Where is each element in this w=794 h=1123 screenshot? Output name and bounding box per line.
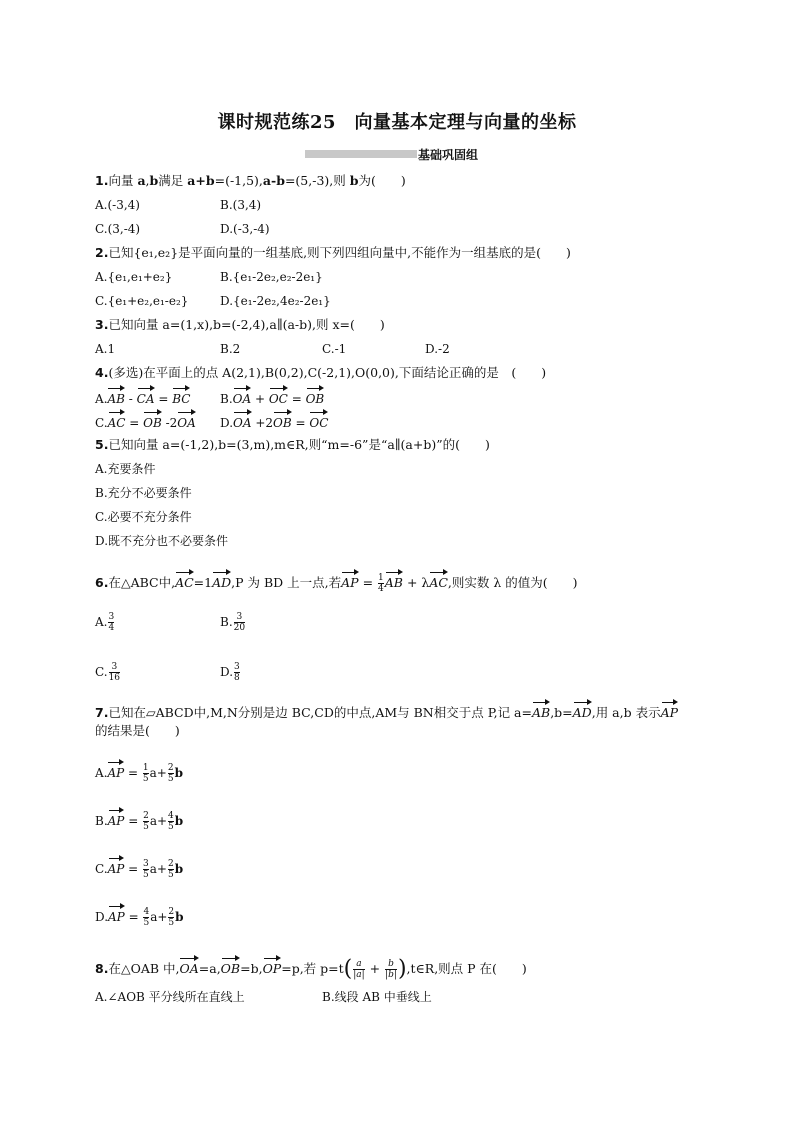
question-7-line2: 的结果是( ) [95,723,180,738]
section-label: 基础巩固组 [418,148,479,162]
q4-option-d: D.OA +2OB = OC [220,410,328,432]
q2-option-d: D.{e₁-2e₂,4e₂-2e₁} [220,294,331,308]
q1-option-d: D.(-3,-4) [220,222,270,236]
q2-option-b: B.{e₁-2e₂,e₂-2e₁} [220,270,323,284]
question-7: 7.已知在▱ABCD中,M,N分别是边 BC,CD的中点,AM与 BN相交于点 P,记 a=AB,b=AD,用 a,b 表示AP [95,700,678,722]
q3-option-b: B.2 [220,342,241,356]
question-3: 3.已知向量 a=(1,x),b=(-2,4),a∥(a-b),则 x=( ) [95,317,385,332]
q5-option-c: C.必要不充分条件 [95,510,192,524]
question-1: 1.向量 a,b满足 a+b=(-1,5),a-b=(5,-3),则 b为( ) [95,173,406,188]
q7-option-d: D.AP = $\frac{4}{5}$ a+ $\frac{2}{5}$ b [95,904,184,928]
q6-option-c: C. $\frac{3}{16}$ [95,662,121,683]
question-5: 5.已知向量 a=(-1,2),b=(3,m),m∈R,则“m=-6”是“a∥(a+b)”的( ) [95,437,490,452]
question-8: 8.在△OAB 中,OA=a,OB=b,OP=p,若 p=t( $\frac{a}{|a|}$ + $\frac{b}{|b|}$ ),t∈R,则点 P 在( ) [95,956,527,982]
q3-option-a: A.1 [95,342,116,356]
q6-option-d: D. $\frac{3}{8}$ [220,662,240,683]
q7-option-a: A.AP = $\frac{1}{5}$ a+ $\frac{2}{5}$ b [95,760,183,784]
q4-option-b: B.OA + OC = OB [220,386,324,408]
page-title: 课时规范练25 向量基本定理与向量的坐标 [217,112,577,133]
q8-option-b: B.线段 AB 中垂线上 [322,990,432,1004]
q8-option-a: A.∠AOB 平分线所在直线上 [95,990,245,1004]
q5-option-a: A.充要条件 [95,462,156,476]
q1-option-c: C.(3,-4) [95,222,141,236]
q7-option-b: B.AP = $\frac{2}{5}$ a+ $\frac{4}{5}$ b [95,808,183,832]
q4-option-c: C.AC = OB -2OA [95,410,196,432]
q6-option-a: A. $\frac{3}{4}$ [95,612,115,633]
q5-option-b: B.充分不必要条件 [95,486,192,500]
q3-option-d: D.-2 [425,342,450,356]
q1-option-a: A.(-3,4) [95,198,140,212]
question-2: 2.已知{e₁,e₂}是平面向量的一组基底,则下列四组向量中,不能作为一组基底的是( ) [95,245,571,260]
q4-option-a: A.AB - CA = BC [95,386,190,408]
q1-option-b: B.(3,4) [220,198,262,212]
question-4: 4.(多选)在平面上的点 A(2,1),B(0,2),C(-2,1),O(0,0),下面结论正确的是 ( ) [95,365,547,380]
q2-option-c: C.{e₁+e₂,e₁-e₂} [95,294,189,308]
q3-option-c: C.-1 [322,342,347,356]
q7-option-c: C.AP = $\frac{3}{5}$ a+ $\frac{2}{5}$ b [95,856,183,880]
question-6: 6.在△ABC中,AC=1AD,P 为 BD 上一点,若AP = $\frac{1}{4}$ AB + λAC,则实数 λ 的值为( ) [95,570,578,594]
section-bar [305,150,417,158]
q6-option-b: B. $\frac{3}{20}$ [220,612,246,633]
q2-option-a: A.{e₁,e₁+e₂} [95,270,173,284]
q5-option-d: D.既不充分也不必要条件 [95,534,229,548]
